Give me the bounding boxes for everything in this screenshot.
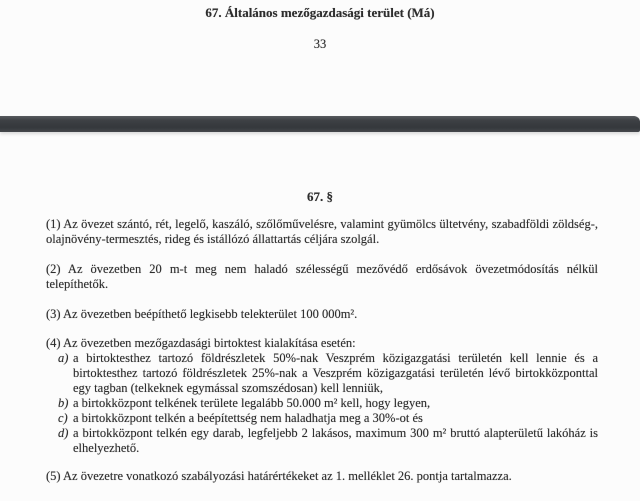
page-break-divider bbox=[0, 116, 640, 132]
section-title: 67. Általános mezőgazdasági terület (Má) bbox=[205, 5, 435, 20]
list-item-b bbox=[46, 396, 598, 411]
list-marker-b: b) bbox=[58, 396, 69, 410]
paragraph-2: (2) Az övezetben 20 m-t meg nem haladó szélességű mezővédő erdősávok övezetmódosítás nélkül telepíthetők. bbox=[46, 262, 598, 291]
document-body bbox=[46, 217, 598, 484]
list-item-c bbox=[46, 411, 598, 426]
list-item-d-text: a birtokközpont telkén egy darab, legfeljebb 2 lakásos, maximum 300 m² bruttó alapterületű lakóház is elhelyezhető. bbox=[73, 426, 598, 455]
paragraph-1: (1) Az övezet szántó, rét, legelő, kaszáló, szőlőművelésre, valamint gyümölcs ültetvény, szabadföldi zöldség-, olajnövény-termesztés, rideg és istállózó állattartás céljára szolgál. bbox=[46, 217, 598, 246]
section-heading: 67. § bbox=[307, 189, 333, 204]
paragraph-5: (5) Az övezetre vonatkozó szabályozási határértékeket az 1. melléklet 26. pontja tartalmazza. bbox=[46, 469, 512, 483]
paragraph-4-list bbox=[46, 351, 598, 456]
list-marker-d: d) bbox=[58, 426, 69, 440]
list-marker-c: c) bbox=[58, 411, 68, 425]
list-item-b-text: a birtokközpont telkének területe legalább 50.000 m² kell, hogy legyen, bbox=[73, 396, 431, 410]
list-item-a bbox=[46, 351, 598, 396]
paragraph-3: (3) Az övezetben beépíthető legkisebb telekterület 100 000m². bbox=[46, 307, 358, 321]
page-number: 33 bbox=[313, 37, 327, 51]
list-item-c-text: a birtokközpont telkén a beépítettség nem haladhatja meg a 30%-ot és bbox=[73, 411, 423, 425]
list-item-a-text: a birtoktesthez tartozó földrészletek 50%-nak Veszprém közigazgatási területén kell lennie és a birtoktesthez tartozó földrészletek 25%-nak a Veszprém közigazgatási területén lévő birtokközponttal egy tagban (telkeknek egymással szomszédosan) kell lenniük, bbox=[73, 351, 598, 395]
list-item-d bbox=[46, 426, 598, 456]
paragraph-4-intro: (4) Az övezetben mezőgazdasági birtoktest kialakítása esetén: bbox=[46, 336, 356, 350]
list-marker-a: a) bbox=[58, 351, 69, 365]
